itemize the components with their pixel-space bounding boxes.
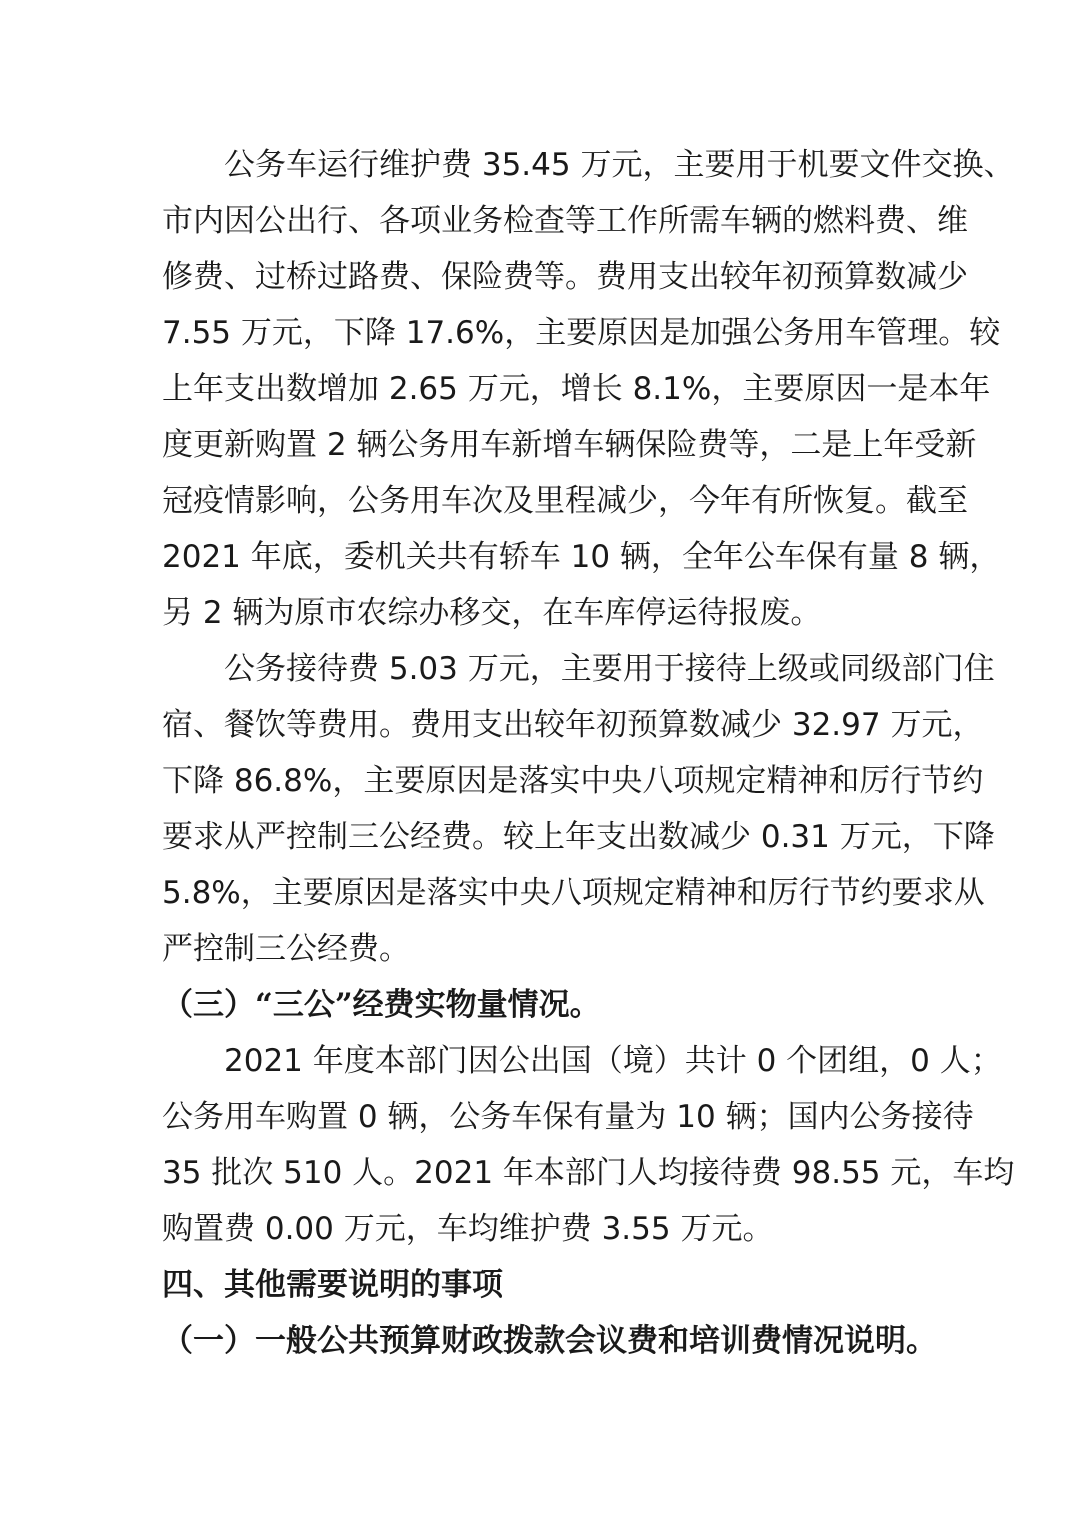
para-car-line-6: 度更新购置 2 辆公务用车新增车辆保险费等，二是上年受新 <box>162 427 977 463</box>
para-reception-line-4: 要求从严控制三公经费。较上年支出数减少 0.31 万元，下降 <box>162 819 995 855</box>
para-reception-line-2: 宿、餐饮等费用。费用支出较年初预算数减少 32.97 万元， <box>162 707 984 743</box>
para-reception-line-1: 公务接待费 5.03 万元，主要用于接待上级或同级部门住 <box>224 651 995 687</box>
para-quantity-line-1: 2021 年度本部门因公出国（境）共计 0 个团组，0 人； <box>224 1043 1002 1079</box>
para-car-line-2: 市内因公出行、各项业务检查等工作所需车辆的燃料费、维 <box>162 203 968 239</box>
para-reception-line-3: 下降 86.8%，主要原因是落实中央八项规定精神和厉行节约 <box>162 763 984 799</box>
para-car-line-8: 2021 年底，委机关共有轿车 10 辆，全年公车保有量 8 辆， <box>162 539 1001 575</box>
para-car-line-3: 修费、过桥过路费、保险费等。费用支出较年初预算数减少 <box>162 259 968 295</box>
para-car-line-5: 上年支出数增加 2.65 万元，增长 8.1%，主要原因一是本年 <box>162 371 991 407</box>
para-car-line-9: 另 2 辆为原市农综办移交，在车库停运待报废。 <box>162 595 822 631</box>
para-quantity-line-4: 购置费 0.00 万元，车均维护费 3.55 万元。 <box>162 1211 774 1247</box>
para-car-line-4: 7.55 万元，下降 17.6%，主要原因是加强公务用车管理。较 <box>162 315 1001 351</box>
para-reception-line-5: 5.8%，主要原因是落实中央八项规定精神和厉行节约要求从 <box>162 875 985 911</box>
para-reception-line-6: 严控制三公经费。 <box>162 931 410 967</box>
para-car-line-1: 公务车运行维护费 35.45 万元，主要用于机要文件交换、 <box>224 147 1015 183</box>
subsection-heading-4-1: （一）一般公共预算财政拨款会议费和培训费情况说明。 <box>162 1323 937 1359</box>
section-heading-3: （三）“三公”经费实物量情况。 <box>162 987 601 1023</box>
para-quantity-line-2: 公务用车购置 0 辆，公务车保有量为 10 辆；国内公务接待 <box>162 1099 974 1135</box>
para-car-line-7: 冠疫情影响，公务用车次及里程减少，今年有所恢复。截至 <box>162 483 968 519</box>
section-heading-4: 四、其他需要说明的事项 <box>162 1267 503 1303</box>
para-quantity-line-3: 35 批次 510 人。2021 年本部门人均接待费 98.55 元，车均 <box>162 1155 1015 1191</box>
